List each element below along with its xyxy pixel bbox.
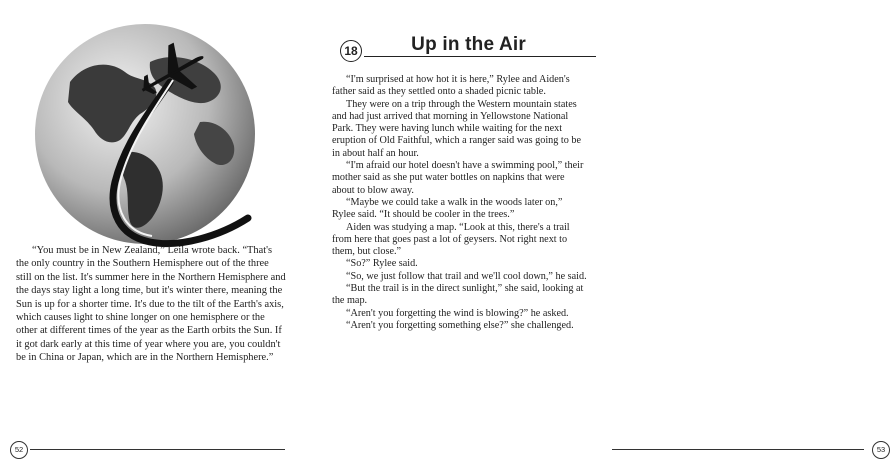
footer-rule-right: [612, 449, 864, 450]
story-paragraph: “I'm afraid our hotel doesn't have a swimming pool,” their mother said as she put water bottles on napkins that were about to blow away.: [332, 160, 584, 196]
chapter-rule: [364, 56, 596, 57]
story-paragraph: “I'm surprised at how hot it is here,” Rylee and Aiden's father said as they settled onto a shaded picnic table.: [332, 74, 570, 98]
footer-rule-left: [30, 449, 285, 450]
story-paragraph: Aiden was studying a map. “Look at this, there's a trail from here that goes past a lot of geysers. Not right next to them, but close.”: [332, 221, 570, 258]
chapter-heading: [340, 34, 596, 64]
left-page-paragraph: “You must be in New Zealand,” Leila wrote back. “That's the only country in the Southern Hemisphere out of the three still on the list. It's summer here in the Northern Hemisphere and the days stay light a long time, but it's winter there, meaning the Sun is up for a shorter time. It's due to the tilt of the Earth's axis, which causes light to shine longer on one hemisphere or the other at different times of the year as the Earth orbits the Sun. If it got dark early at this time of year where you are, you couldn't be in China or Japan, which are in the Northern Hemisphere.”: [16, 245, 286, 364]
story-text: [332, 74, 587, 332]
story-paragraph: “Aren't you forgetting something else?” she challenged.: [346, 319, 574, 331]
story-paragraph: They were on a trip through the Western mountain states and had just arrived that morning in Yellowstone National Park. They were having lunch while waiting for the next eruption of Old Faithful, which a ranger said was going to be in about half an hour.: [332, 98, 581, 159]
story-paragraph: “So, we just follow that trail and we'll cool down,” he said.: [346, 270, 587, 282]
page-number-left: 52: [10, 441, 28, 459]
left-page: [0, 0, 300, 464]
globe-with-airplane-icon: [30, 22, 260, 252]
page-number-right: 53: [872, 441, 890, 459]
chapter-title: Up in the Air: [405, 34, 532, 56]
story-paragraph: “So?” Rylee said.: [346, 258, 418, 270]
story-paragraph: “Maybe we could take a walk in the woods later on,” Rylee said. “It should be cooler in the trees.”: [332, 196, 563, 221]
right-page: [300, 0, 886, 464]
story-paragraph: “Aren't you forgetting the wind is blowing?” he asked.: [346, 307, 569, 319]
story-paragraph: “But the trail is in the direct sunlight,” she said, looking at the map.: [332, 283, 584, 307]
chapter-number-badge: 18: [340, 40, 362, 62]
